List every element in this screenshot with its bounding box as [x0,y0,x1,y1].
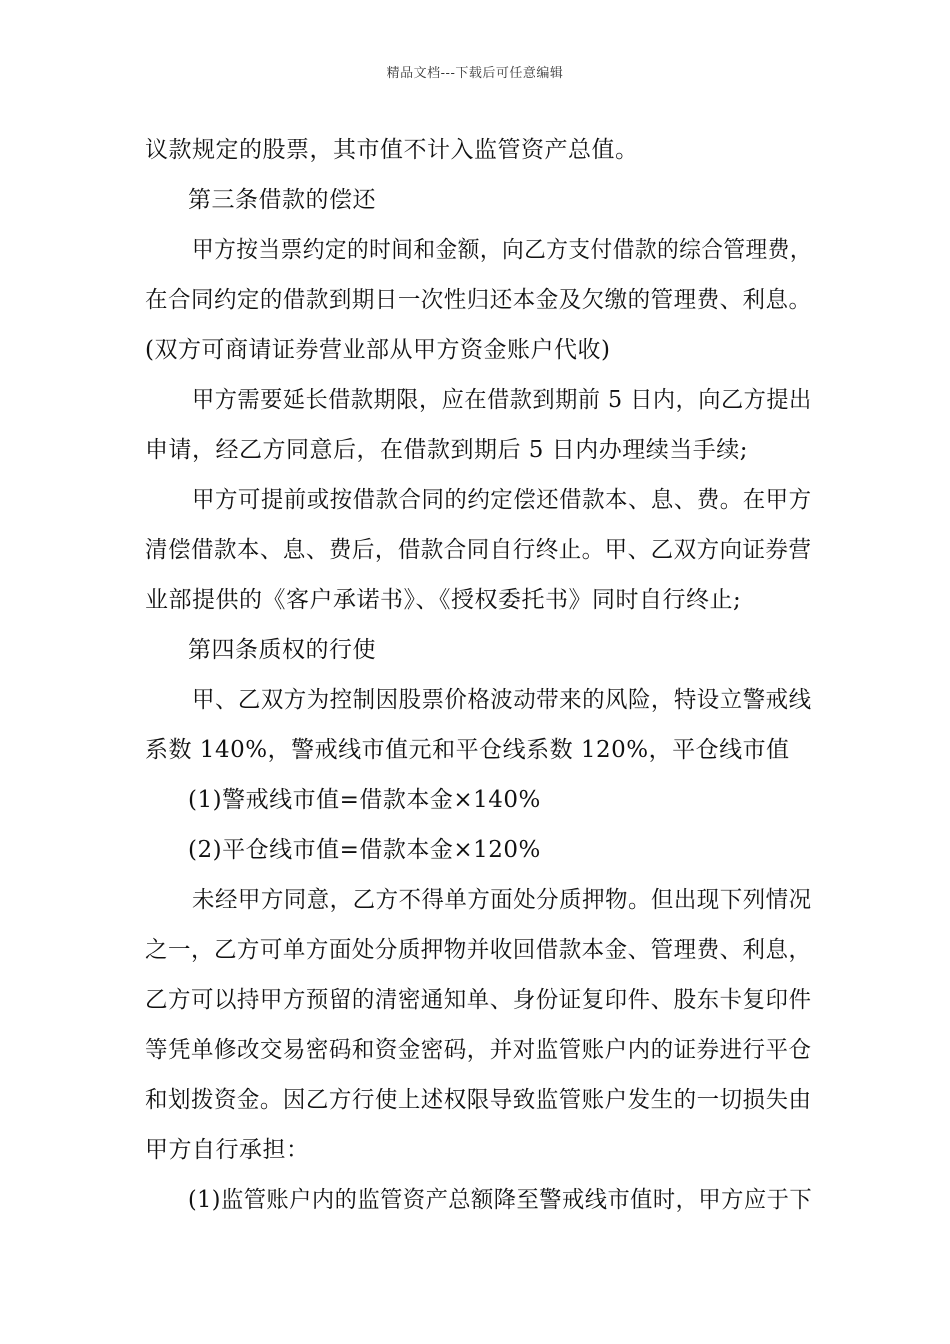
body-line: 甲方可提前或按借款合同的约定偿还借款本、息、费。在甲方 [192,487,812,513]
article-heading: 第四条质权的行使 [188,637,376,663]
body-line: 甲方自行承担： [145,1137,310,1163]
body-line: 甲方需要延长借款期限，应在借款到期前 5 日内，向乙方提出 [192,387,812,413]
body-line: 清偿借款本、息、费后，借款合同自行终止。甲、乙双方向证券营 [145,537,812,563]
body-line: 议款规定的股票，其市值不计入监管资产总值。 [145,137,639,163]
body-line: 和划拨资金。因乙方行使上述权限导致监管账户发生的一切损失由 [145,1087,812,1113]
body-line: 等凭单修改交易密码和资金密码，并对监管账户内的证券进行平仓 [145,1037,812,1063]
formula-line: (2)平仓线市值=借款本金×120% [188,837,541,863]
body-line: 乙方可以持甲方预留的清密通知单、身份证复印件、股东卡复印件 [145,987,812,1013]
formula-line: (1)警戒线市值=借款本金×140% [188,787,541,813]
body-line: 申请，经乙方同意后，在借款到期后 5 日内办理续当手续; [145,437,749,463]
article-heading: 第三条借款的偿还 [188,187,376,213]
body-line: (1)监管账户内的监管资产总额降至警戒线市值时，甲方应于下 [188,1187,813,1213]
page-header: 精品文档---下载后可任意编辑 [386,66,564,81]
body-line: 在合同约定的借款到期日一次性归还本金及欠缴的管理费、利息。 [145,287,812,313]
body-line: 之一，乙方可单方面处分质押物并收回借款本金、管理费、利息， [145,937,812,963]
body-line: 甲、乙双方为控制因股票价格波动带来的风险，特设立警戒线 [192,687,812,713]
body-line: (双方可商请证券营业部从甲方资金账户代收) [145,337,611,363]
body-line: 系数 140%，警戒线市值元和平仓线系数 120%，平仓线市值 [145,737,790,763]
body-line: 未经甲方同意，乙方不得单方面处分质押物。但出现下列情况 [192,887,812,913]
body-line: 业部提供的《客户承诺书》、《授权委托书》同时自行终止; [145,587,742,613]
body-line: 甲方按当票约定的时间和金额，向乙方支付借款的综合管理费， [192,237,812,263]
